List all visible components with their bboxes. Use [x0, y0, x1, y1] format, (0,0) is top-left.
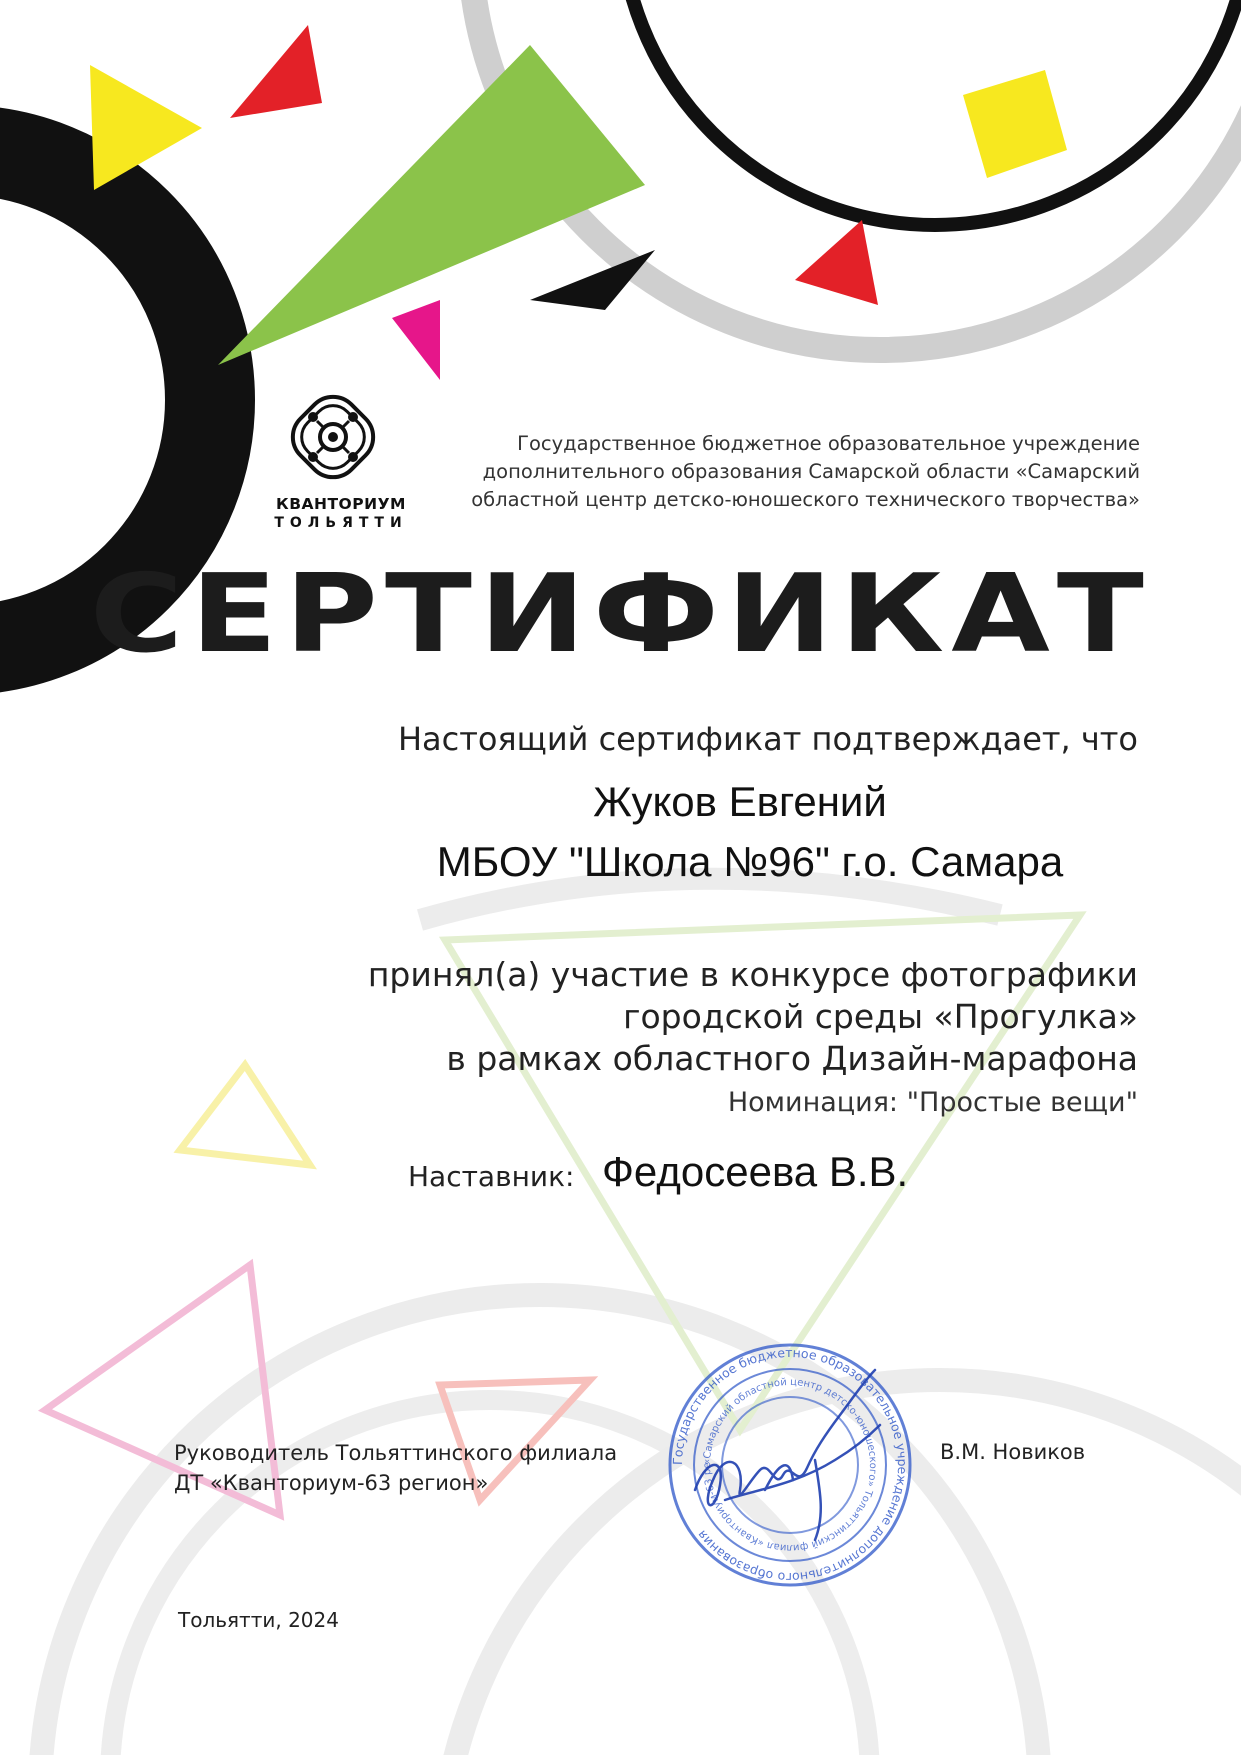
signatory-position-line-1: Руководитель Тольяттинского филиала	[174, 1441, 618, 1465]
recipient-name: Жуков Евгений	[593, 778, 887, 825]
official-stamp	[665, 1340, 915, 1590]
organization-line-2: дополнительного образования Самарской области «Самарский	[482, 460, 1140, 483]
city-year: Тольятти, 2024	[178, 1608, 339, 1632]
red-triangle-right	[795, 220, 878, 305]
red-triangle-top	[230, 25, 322, 118]
black-ring-top	[620, 0, 1241, 225]
organization-header	[380, 430, 1140, 514]
mentor-label: Наставник:	[408, 1160, 575, 1193]
kvantorium-logo-emblem	[282, 386, 384, 488]
logo-city: ТОЛЬЯТТИ	[274, 515, 408, 531]
organization-line-1: Государственное бюджетное образовательное учреждение	[517, 432, 1140, 455]
mentor-name: Федосеева В.В.	[602, 1148, 909, 1195]
signatory-position-line-2: ДТ «Кванториум-63 регион»	[174, 1471, 489, 1495]
signatory-name: В.М. Новиков	[940, 1440, 1086, 1464]
nomination: Номинация: "Простые вещи"	[727, 1087, 1138, 1118]
organization-line-3: областной центр детско-юношеского технического творчества»	[471, 488, 1140, 511]
faint-yellow-outline-triangle	[180, 1065, 310, 1165]
confirm-text: Настоящий сертификат подтверждает, что	[397, 720, 1138, 758]
magenta-triangle	[392, 300, 440, 380]
yellow-square	[963, 70, 1067, 178]
stamp-outer-text: Государственное бюджетное образовательное учреждение дополнительного образования	[669, 1344, 911, 1586]
recipient-school: МБОУ "Школа №96" г.о. Самара	[436, 838, 1064, 885]
signatory-position	[174, 1438, 617, 1498]
logo-name: КВАНТОРИУМ	[276, 495, 406, 513]
participation-line-2: городской среды «Прогулка»	[623, 997, 1138, 1036]
participation-line-1: принял(а) участие в конкурсе фотографики	[367, 955, 1138, 994]
certificate-title: СЕРТИФИКАТ	[89, 552, 1151, 677]
stamp-inner-text: «Самарский областной центр детско-юношеского» Тольяттинский филиал «Кванториум-63 ре	[701, 1376, 879, 1554]
participation-line-3: в рамках областного Дизайн-марафона	[446, 1039, 1138, 1078]
